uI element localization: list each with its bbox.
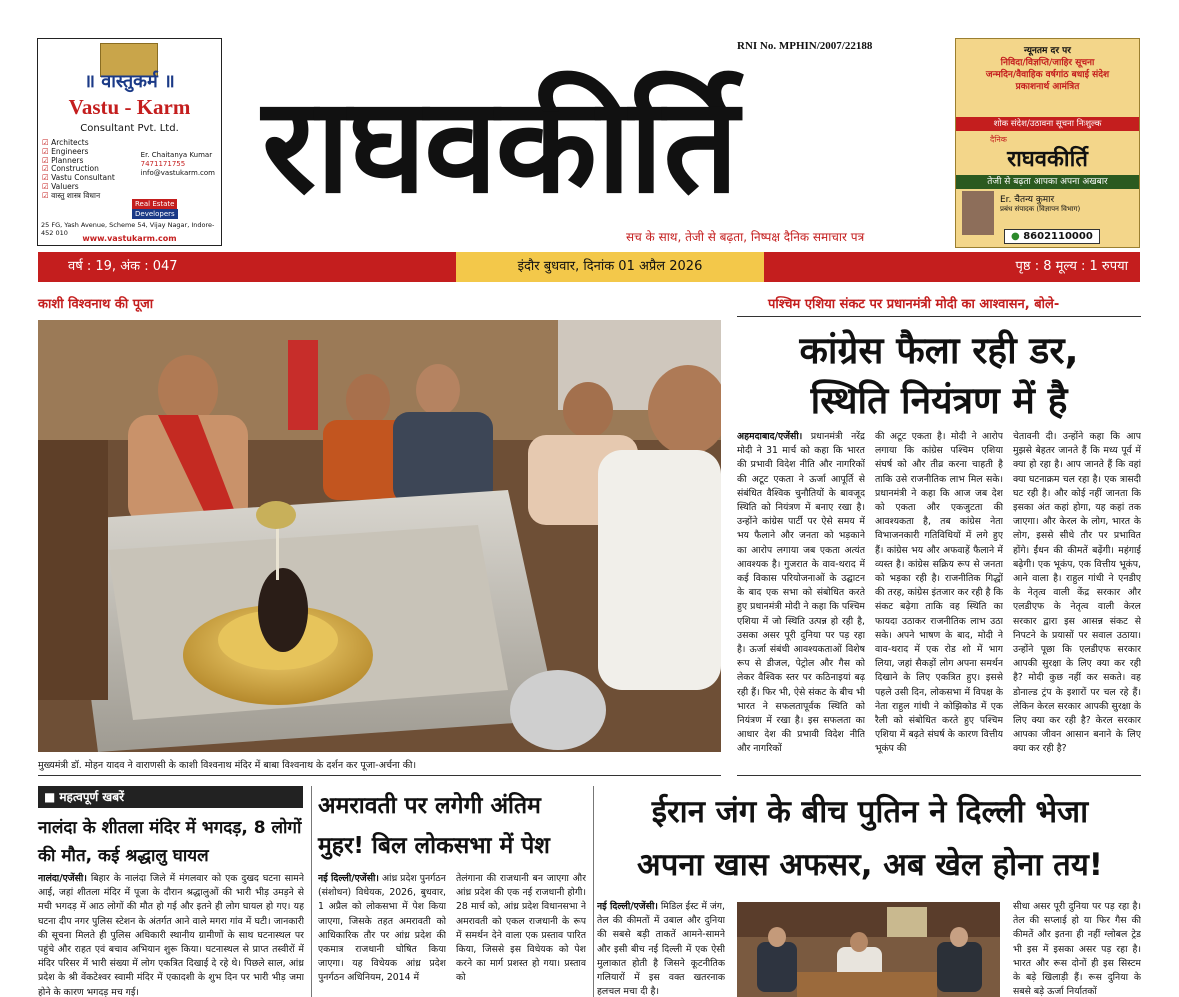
- ad-right-phone[interactable]: [1004, 229, 1100, 244]
- ad-tags: [132, 199, 221, 219]
- ad-service: ☑ Construction: [42, 165, 115, 174]
- ad-right-line: प्रकाशनार्थ आमंत्रित: [1015, 82, 1080, 92]
- ad-right-editor: Er. चैतन्य कुमार: [1000, 195, 1055, 205]
- main-story-dateline: अहमदाबाद/एजेंसी।: [737, 431, 803, 442]
- ad-brand-english: Vastu - Karm: [68, 95, 191, 119]
- iran-dateline: नई दिल्ली/एजेंसी।: [597, 901, 658, 912]
- kashi-vishwanath-puja-photo[interactable]: [38, 320, 721, 752]
- headline-line: स्थिति नियंत्रण में है: [810, 379, 1068, 422]
- ad-service: ☑ Planners: [42, 157, 115, 166]
- iran-putin-headline[interactable]: [600, 786, 1140, 892]
- ad-right-line: न्यूनतम दर पर: [1024, 46, 1071, 56]
- ad-service: ☑ वास्तु शास्त्र विधान: [42, 192, 115, 201]
- ad-service: ☑ Valuers: [42, 183, 115, 192]
- ad-service: ☑ Vastu Consultant: [42, 174, 115, 183]
- iran-text: मिडिल ईस्ट में जंग, तेल की कीमतों में उबाल और दुनिया की सबसे बड़ी ताकतें आमने-सामने और इसी बीच नई दिल्ली में एक ऐसी मुलाकात होती है जिसने कूटनीतिक गलियारों में इस वक्त खतरनाक हलचल मचा दी है।: [597, 901, 725, 997]
- ad-right-slogan-bar: तेजी से बढ़ता आपका अपना अखबार: [956, 175, 1139, 189]
- main-story-text: प्रधानमंत्री नरेंद्र मोदी ने 31 मार्च को कहा कि भारत की प्रभावी विदेश नीति और नागरिकों की अटूट एकता ने ऊर्जा आपूर्ति से संबंधित वैश्विक चुनौतियों के बावजूद स्थिति को नियंत्रण में बनाए रखा है। उन्होंने कांग्रेस पार्टी पर ऐसे समय में भय फैलाने और जनता को भड़काने का आरोप लगाया जब एकता अत्यंत आवश्यक है। गुजरात के वाव-थराद में कई विकास परियोजनाओं के उद्घाटन के बाद एक सभा को संबोधित करते हुए प्रधानमंत्री मोदी ने कहा कि पश्चिम एशिया में जो स्थिति उत्पन्न हो रही है, उसका असर पूरी दुनिया पर पड़ रहा है। ऊर्जा संबंधी आवश्यकताओं विशेष रूप से डीजल, पेट्रोल और गैस को लेकर वैश्विक स्तर पर कठिनाइयां बढ़ रही हैं। फिर भी, ऐसे संकट के बीच भी भारत ने सफलतापूर्वक स्थिति को नियंत्रण में रखा है। इस सफलता का आधार देश की प्रभावी विदेश नीति और नागरिकों: [737, 431, 865, 755]
- amaravati-column-2: तेलंगाना की राजधानी बन जाएगा और आंध्र प्रदेश की एक नई राजधानी होगी। 28 मार्च को, आंध्र प्रदेश विधानसभा ने अमरावती को एकल राजधानी के रूप में समर्थन देने वाला एक प्रस्ताव पारित किया, जिससे इस विधेयक को पेश करने का मार्ग प्रशस्त हो गया। प्रस्ताव को: [456, 873, 586, 984]
- ad-right-editor-title: प्रबंध संपादक (विज्ञापन विभाग): [1000, 205, 1081, 213]
- putin-envoy-meeting-photo[interactable]: [737, 902, 1000, 997]
- volume-issue: वर्ष : 19, अंक : 047: [68, 259, 178, 274]
- ad-right-phone-number: 8602110000: [1023, 231, 1093, 242]
- temple-scene-illustration: [38, 320, 721, 752]
- ad-services-list: [42, 139, 115, 201]
- meeting-room-illustration: [737, 902, 1000, 997]
- column-divider: [311, 786, 312, 997]
- divider: [737, 316, 1141, 317]
- nalanda-story-text: [38, 872, 304, 997]
- important-news-label: [38, 786, 303, 808]
- ad-tag-real-estate: Real Estate: [132, 199, 177, 209]
- editor-photo: [962, 191, 994, 235]
- square-bullet-icon: ■: [44, 790, 56, 804]
- headline-line: कांग्रेस फैला रही डर,: [799, 329, 1079, 372]
- edition-info-strip: [38, 252, 1140, 282]
- main-story-headline[interactable]: [737, 326, 1141, 426]
- column-divider: [593, 786, 594, 997]
- ad-service: ☑ Engineers: [42, 148, 115, 157]
- nalanda-dateline: नालंदा/एजेंसी।: [38, 873, 87, 884]
- ad-right-paper-name: राघवकीर्ति: [1007, 147, 1088, 172]
- ad-address: 25 FG, Yash Avenue, Scheme 54, Vijay Nagar, Indore- 452 010: [41, 221, 215, 237]
- ad-service: ☑ Architects: [42, 139, 115, 148]
- ad-right-lines: [956, 45, 1139, 93]
- photo-caption: मुख्यमंत्री डॉ. मोहन यादव ने वाराणसी के काशी विश्वनाथ मंदिर में बाबा विश्वनाथ के दर्शन कर पूजा-अर्चना की।: [38, 760, 417, 771]
- whatsapp-icon: ●: [1011, 231, 1020, 242]
- important-news-label-text: महत्वपूर्ण खबरें: [59, 790, 124, 804]
- edition-date: इंदौर बुधवार, दिनांक 01 अप्रैल 2026: [456, 252, 764, 282]
- ad-right-line: जन्मदिन/वैवाहिक वर्षगांठ बधाई संदेश: [985, 70, 1110, 80]
- amaravati-column-1: [318, 872, 446, 997]
- ad-right-line: निविदा/विज्ञप्ति/जाहिर सूचना: [1000, 58, 1095, 68]
- ad-tag-developers: Developers: [132, 209, 178, 219]
- ad-website[interactable]: www.vastukarm.com: [82, 234, 177, 243]
- ad-contact-name: Er. Chaitanya Kumar: [140, 151, 213, 159]
- ad-brand-hindi: ॥ वास्तुकर्म ॥: [84, 71, 175, 92]
- photo-story-label: काशी विश्वनाथ की पूजा: [38, 297, 154, 312]
- page-price: पृष्ठ : 8 मूल्य : 1 रुपया: [1015, 259, 1128, 274]
- newspaper-tagline: सच के साथ, तेजी से बढ़ता, निष्पक्ष दैनिक समाचार पत्र: [626, 230, 865, 244]
- vastu-karm-advertisement[interactable]: [37, 38, 222, 246]
- ad-contact-email: info@vastukarm.com: [140, 169, 215, 177]
- ad-right-daily: दैनिक: [990, 135, 1007, 144]
- rni-number: RNI No. MPHIN/2007/22188: [737, 40, 873, 52]
- ad-contact-phone: 7471171755: [140, 160, 186, 168]
- amaravati-headline[interactable]: अमरावती पर लगेगी अंतिम मुहर! बिल लोकसभा में पेश: [318, 793, 550, 859]
- main-story-column-3: चेतावनी दी। उन्होंने कहा कि आप मुझसे बेहतर जानते हैं कि मध्य पूर्व में क्या हो रहा है। आप जानते हैं कि वहां क्या घटनाक्रम चल रहा है। एक त्रासदी घट रही है। और कोई नहीं जानता कि इसका अंत कहां होगा, यह कहां तक जाएगा। और केरल के लोग, भारत के लोग, इससे सीधे तौर पर प्रभावित होंगे। ईंधन की कीमतें बढ़ेंगी। महंगाई बढ़ेगी। एक भूकंप, एक वित्तीय भूकंप, आने वाला है। राहुल गांधी ने एनडीए के नेतृत्व वाली केंद्र सरकार और एलडीएफ के नेतृत्व वाली केरल सरकार द्वारा इस आसन्न संकट से निपटने के प्रयासों पर सवाल उठाया। उन्होंने पूछा कि एलडीएफ सरकार आपकी सुरक्षा के लिए क्या कर रही है? मोदी कुछ नहीं कर सकते। वह डोनाल्ड ट्रंप के इशारों पर चल रहे हैं। लेकिन केरल सरकार आपकी सुरक्षा के लिए क्या कर रही है? केरल सरकार आपका जीवन आसान बनाने के लिए क्या कर रही है?: [1013, 431, 1141, 755]
- main-story-column-2: की अटूट एकता है। मोदी ने आरोप लगाया कि कांग्रेस पश्चिम एशिया संघर्ष को और तीव्र करना चाहती है ताकि उसे राजनीतिक लाभ मिल सके। प्रधानमंत्री ने कहा कि आज जब देश को एकता और एकजुटता की आवश्यकता है, तब कांग्रेस नेता विभाजनकारी गतिविधियों में लगे हुए हैं। कांग्रेस भय और अफवाहें फैलाने में व्यस्त है। कांग्रेस सक्रिय रूप से जनता को भड़का रही है। राजनीतिक गिद्धों की तरह, कांग्रेस इंतजार कर रही है कि संकट बढ़ेगा ताकि वह स्थिति का फायदा उठाकर राजनीतिक लाभ उठा सके। अपने भाषण के बाद, मोदी ने वाव-थराद में एक रोड शो में भाग लिया, जहां सैकड़ों लोग अपना समर्थन दिखाने के लिए एकत्रित हुए। इससे पहले उसी दिन, लोकसभा में विपक्ष के नेता राहुल गांधी ने कोझिकोड में एक रैली को संबोधित करते हुए पश्चिम एशिया में बढ़ते संघर्ष के कारण वित्तीय भूकंप की: [875, 431, 1003, 755]
- classified-rates-advertisement[interactable]: [955, 38, 1140, 248]
- headline-line: ईरान जंग के बीच पुतिन ने दिल्ली भेजा: [651, 794, 1089, 830]
- ad-contact: [141, 151, 215, 178]
- main-story-column-1: [737, 430, 865, 770]
- main-story-kicker: पश्चिम एशिया संकट पर प्रधानमंत्री मोदी का आश्वासन, बोले-: [768, 297, 1060, 312]
- ad-company: Consultant Pvt. Ltd.: [80, 123, 179, 134]
- iran-column-3: सीधा असर पूरी दुनिया पर पड़ रहा है। तेल की सप्लाई हो या फिर गैस की कीमतें और इतना ही नहीं ग्लोबल ट्रेड भी इस में इसका असर पड़ रहा है। भारत और रूस दोनों ही इस सिस्टम के बड़े खिलाड़ी हैं। रूस दुनिया के सबसे बड़े ऊर्जा निर्यातकों: [1013, 901, 1141, 997]
- nalanda-body: बिहार के नालंदा जिले में मंगलवार को एक दुखद घटना सामने आई, जहां शीतला मंदिर में पूजा के दौरान श्रद्धालुओं की भारी भीड़ उमड़ने से मची भगदड़ में आठ लोगों की मौत हो गई और इतने ही लोग घायल हो गए। यह घटना दीप नगर पुलिस स्टेशन के अंतर्गत आने वाले मगरा गांव में घटी। जानकारी की सूचना मिलते ही पुलिस अधिकारी स्थानीय ग्रामीणों के साथ घटनास्थल पर पहुंचे और राहत एवं बचाव अभियान शुरू किया। घटनास्थल से प्राप्त तस्वीरों में मंदिर परिसर में भारी संख्या में लोग एकत्रित दिखाई दे रहे थे। पिछले साल, आंध्र प्रदेश के श्री वेंकटेश्वर स्वामी मंदिर में एकादशी के शुभ दिन पर भारी भीड़ जमा होने के कारण भगदड़ मच गई।: [38, 873, 304, 997]
- newspaper-masthead: राघवकीर्ति: [262, 69, 737, 223]
- divider: [38, 775, 721, 776]
- nalanda-headline[interactable]: नालंदा के शीतला मंदिर में भगदड़, 8 लोगों की मौत, कई श्रद्धालु घायल: [38, 818, 302, 866]
- headline-line: अपना खास अफसर, अब खेल होना तय!: [637, 847, 1103, 883]
- divider: [737, 775, 1141, 776]
- ad-right-bar: शोक संदेश/उठावना सूचना निःशुल्क: [956, 117, 1139, 131]
- iran-column-1: [597, 900, 725, 997]
- amaravati-dateline: नई दिल्ली/एजेंसी।: [318, 873, 379, 884]
- amaravati-text: आंध्र प्रदेश पुनर्गठन (संशोधन) विधेयक, 2026, बुधवार, 1 अप्रैल को लोकसभा में पेश किया जाएगा, जिसके तहत अमरावती को आधिकारिक तौर पर आंध्र प्रदेश की एकमात्र राजधानी घोषित किया जाएगा। यह विधेयक आंध्र प्रदेश पुनर्गठन अधिनियम, 2014 में: [318, 873, 446, 984]
